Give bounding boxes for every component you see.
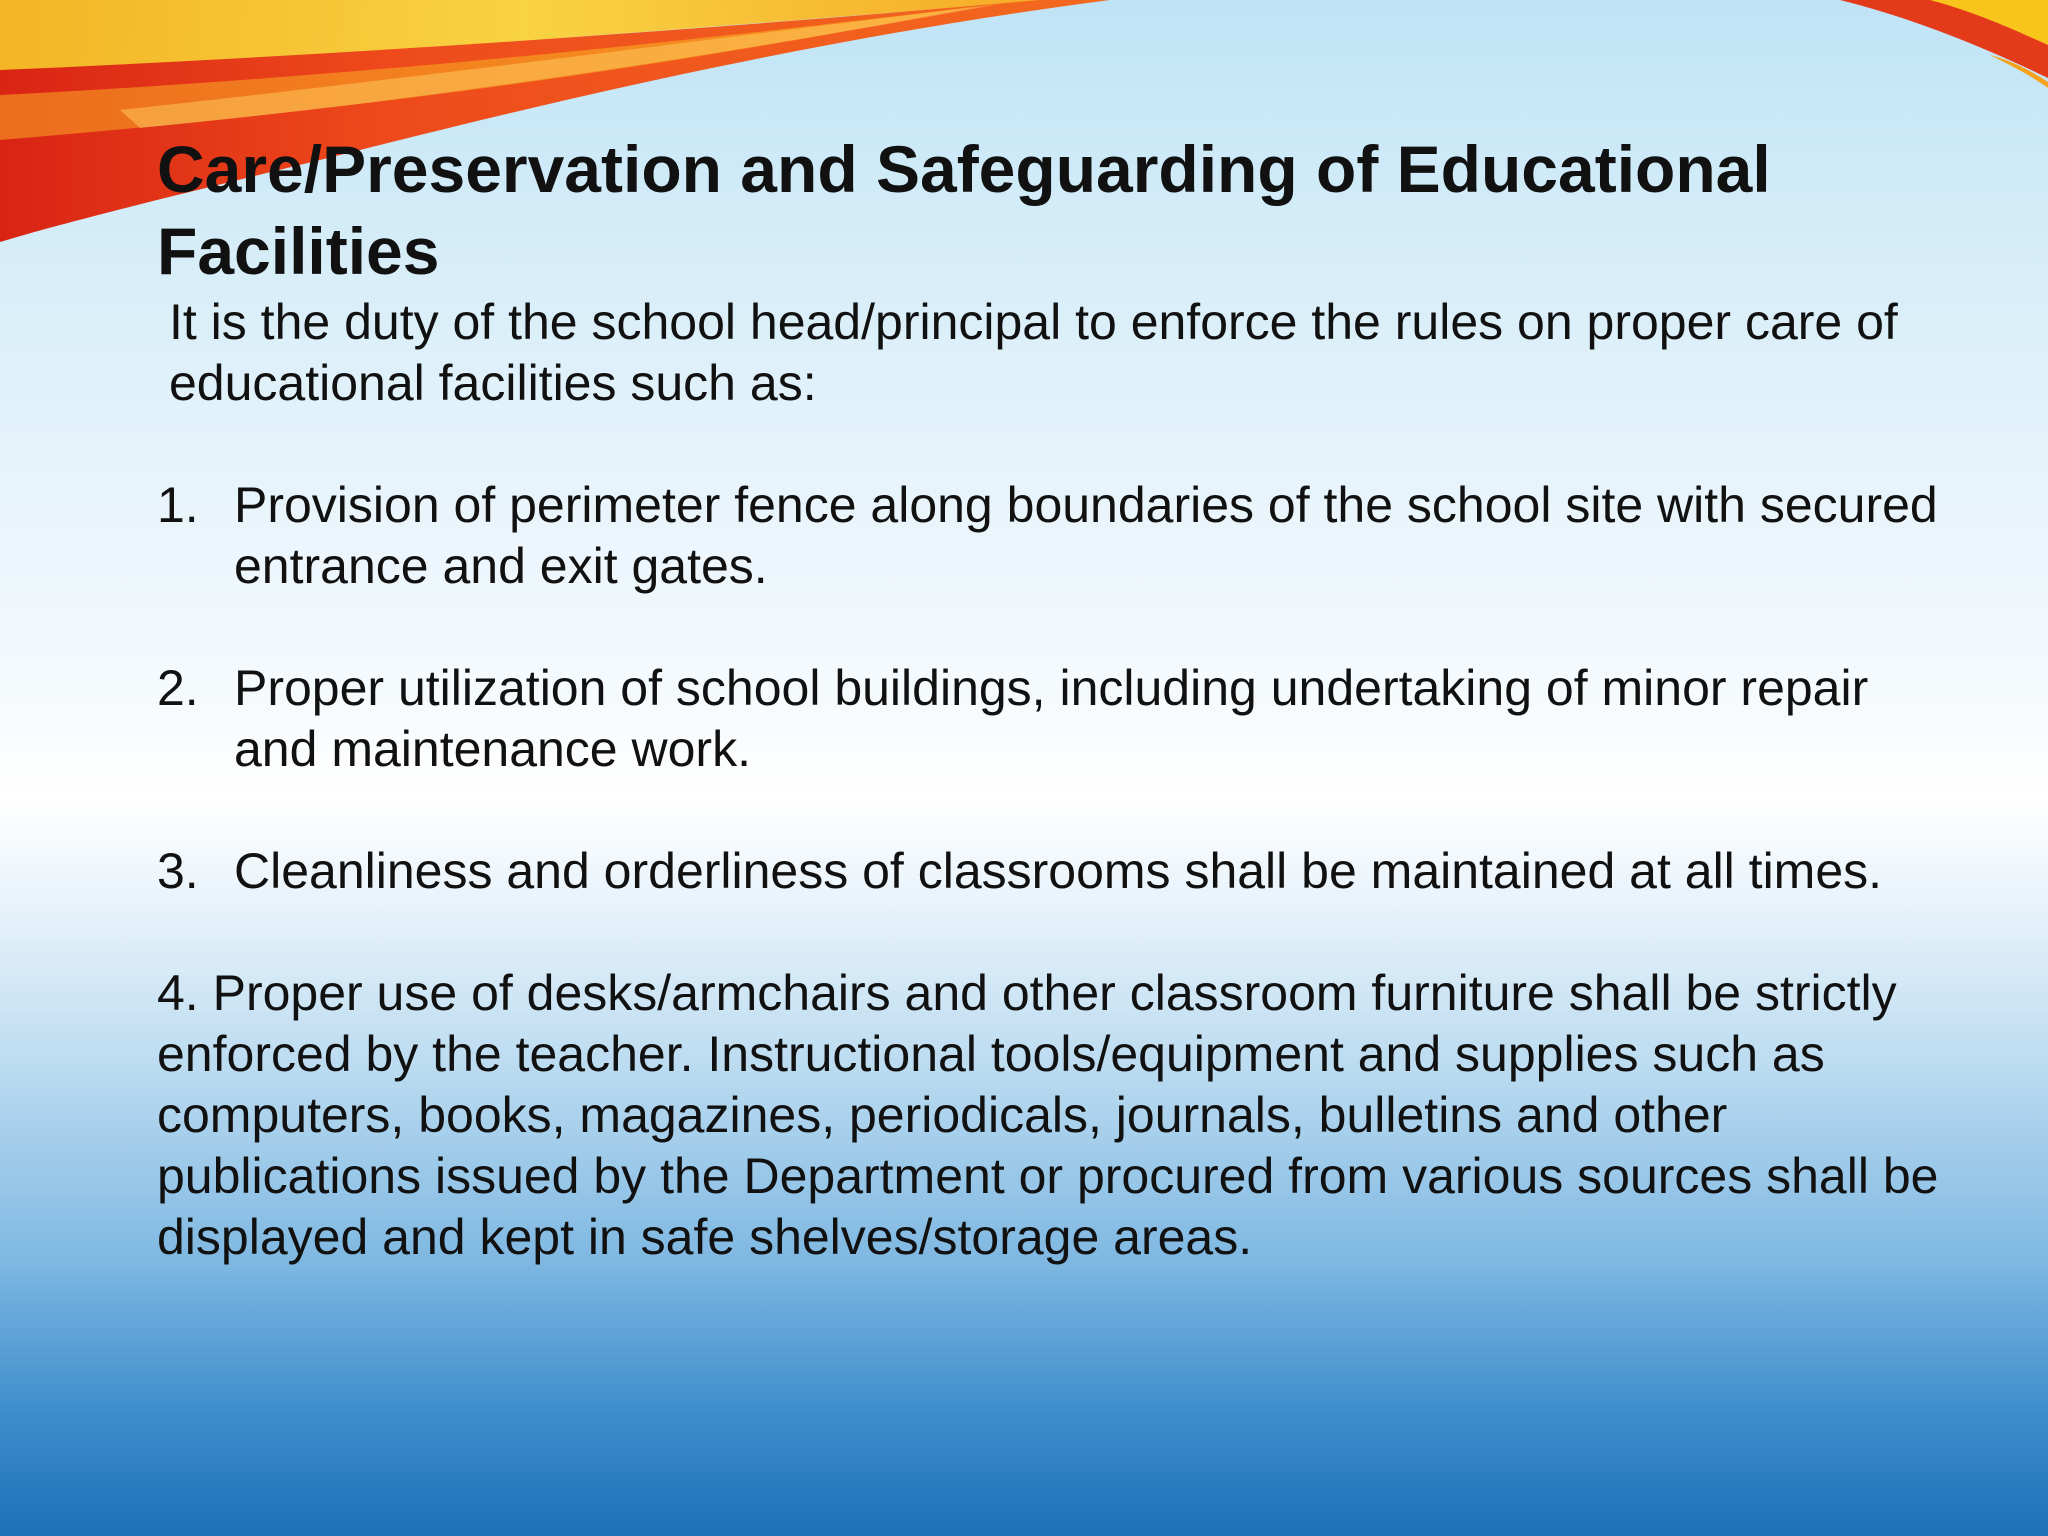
list-item-text: Provision of perimeter fence along boundaries of the school site with secured entrance and exit gates. <box>234 477 1938 594</box>
slide-content <box>157 128 1957 1268</box>
list-item <box>157 658 1957 780</box>
slide-title: Care/Preservation and Safeguarding of Educational Facilities <box>157 132 1771 288</box>
list-item-text: Cleanliness and orderliness of classrooms shall be maintained at all times. <box>234 843 1883 899</box>
list-item-number: 2. <box>157 660 199 716</box>
facility-rules-list <box>157 475 1957 902</box>
paragraph-four: 4. Proper use of desks/armchairs and other classroom furniture shall be strictly enforced by the teacher. Instructional tools/equipment and supplies such as computers, books, magazines, periodicals, journals, bulletins and other publications issued by the Department or procured from various sources shall be displayed and kept in safe shelves/storage areas. <box>157 965 1939 1265</box>
list-item <box>157 475 1957 597</box>
list-item <box>157 841 1957 902</box>
list-item-text: Proper utilization of school buildings, including undertaking of minor repair and maintenance work. <box>234 660 1869 777</box>
list-item-number: 3. <box>157 843 199 899</box>
intro-text: It is the duty of the school head/principal to enforce the rules on proper care of educational facilities such as: <box>169 294 1898 411</box>
list-item-number: 1. <box>157 477 199 533</box>
